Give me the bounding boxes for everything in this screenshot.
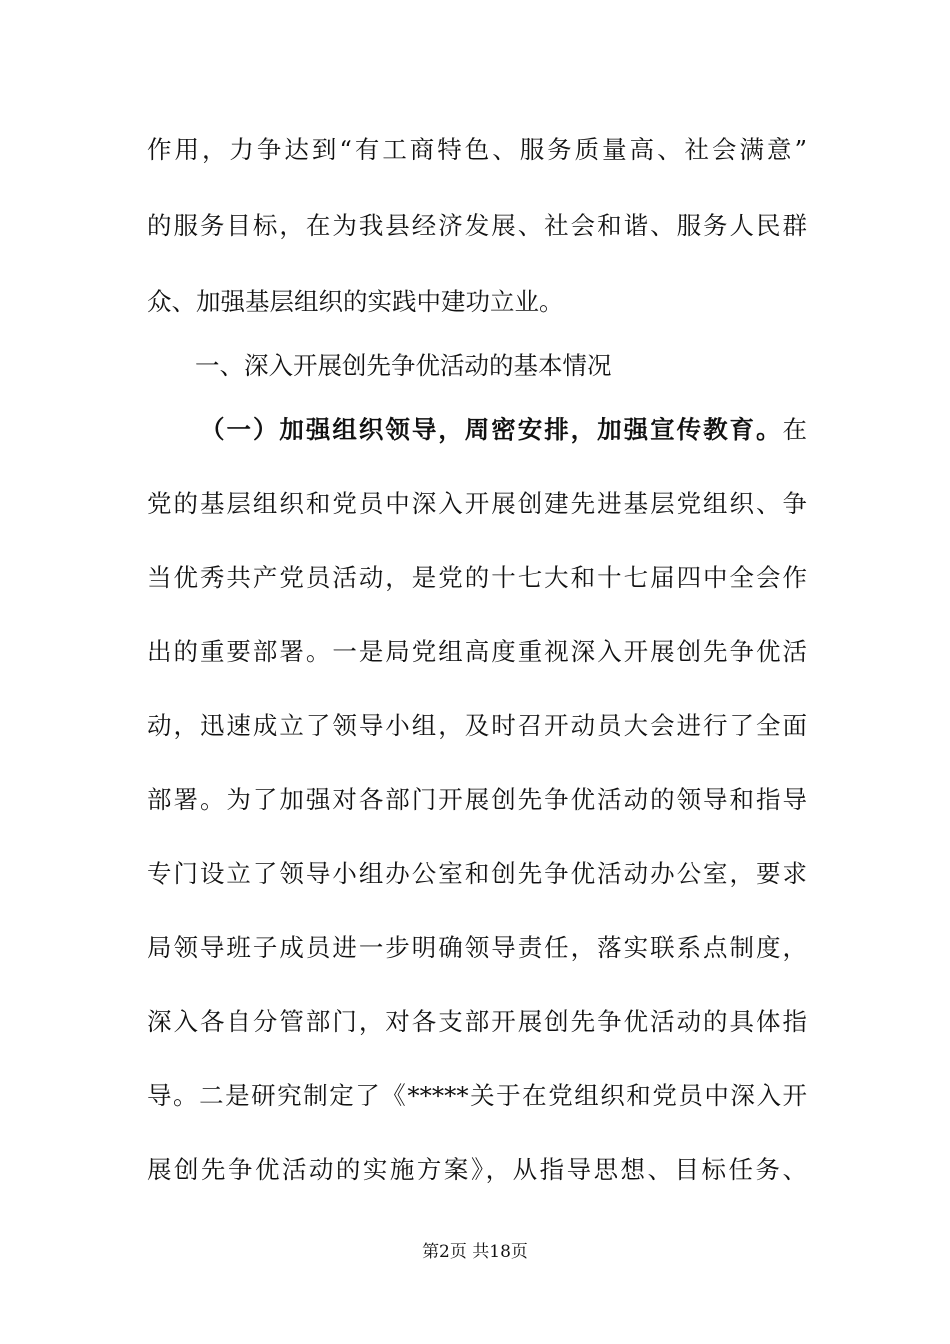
paragraph-line: 部署。为了加强对各部门开展创先争优活动的领导和指导: [147, 785, 807, 814]
paragraph-line: 党的基层组织和党员中深入开展创建先进基层党组织、争: [147, 489, 807, 518]
section-heading: 一、深入开展创先争优活动的基本情况: [195, 351, 612, 380]
paragraph-line: 的服务目标，在为我县经济发展、社会和谐、服务人民群: [147, 211, 807, 240]
page-number: 第2页: [422, 1242, 467, 1262]
subsection-first-line: [200, 415, 807, 445]
paragraph-line: 专门设立了领导小组办公室和创先争优活动办公室，要求: [147, 859, 807, 888]
paragraph-line: 当优秀共产党员活动，是党的十七大和十七届四中全会作: [147, 563, 807, 592]
subsection-title: （一）加强组织领导，周密安排，加强宣传教育。: [200, 415, 783, 444]
paragraph-line: 展创先争优活动的实施方案》，从指导思想、目标任务、: [147, 1155, 807, 1184]
paragraph-line: 导。二是研究制定了《*****关于在党组织和党员中深入开: [147, 1081, 807, 1110]
page-footer: [0, 1241, 950, 1263]
paragraph-line: 动，迅速成立了领导小组，及时召开动员大会进行了全面: [147, 711, 807, 740]
subsection-line-rest: 在: [782, 415, 807, 444]
paragraph-line: 局领导班子成员进一步明确领导责任，落实联系点制度，: [147, 933, 807, 962]
paragraph-line: 作用，力争达到“有工商特色、服务质量高、社会满意”: [147, 135, 807, 164]
paragraph-line: 出的重要部署。一是局党组高度重视深入开展创先争优活: [147, 637, 807, 666]
page-total: 共18页: [472, 1242, 528, 1262]
paragraph-line: 众、加强基层组织的实践中建功立业。: [147, 287, 564, 316]
paragraph-line: 深入各自分管部门，对各支部开展创先争优活动的具体指: [147, 1007, 807, 1036]
